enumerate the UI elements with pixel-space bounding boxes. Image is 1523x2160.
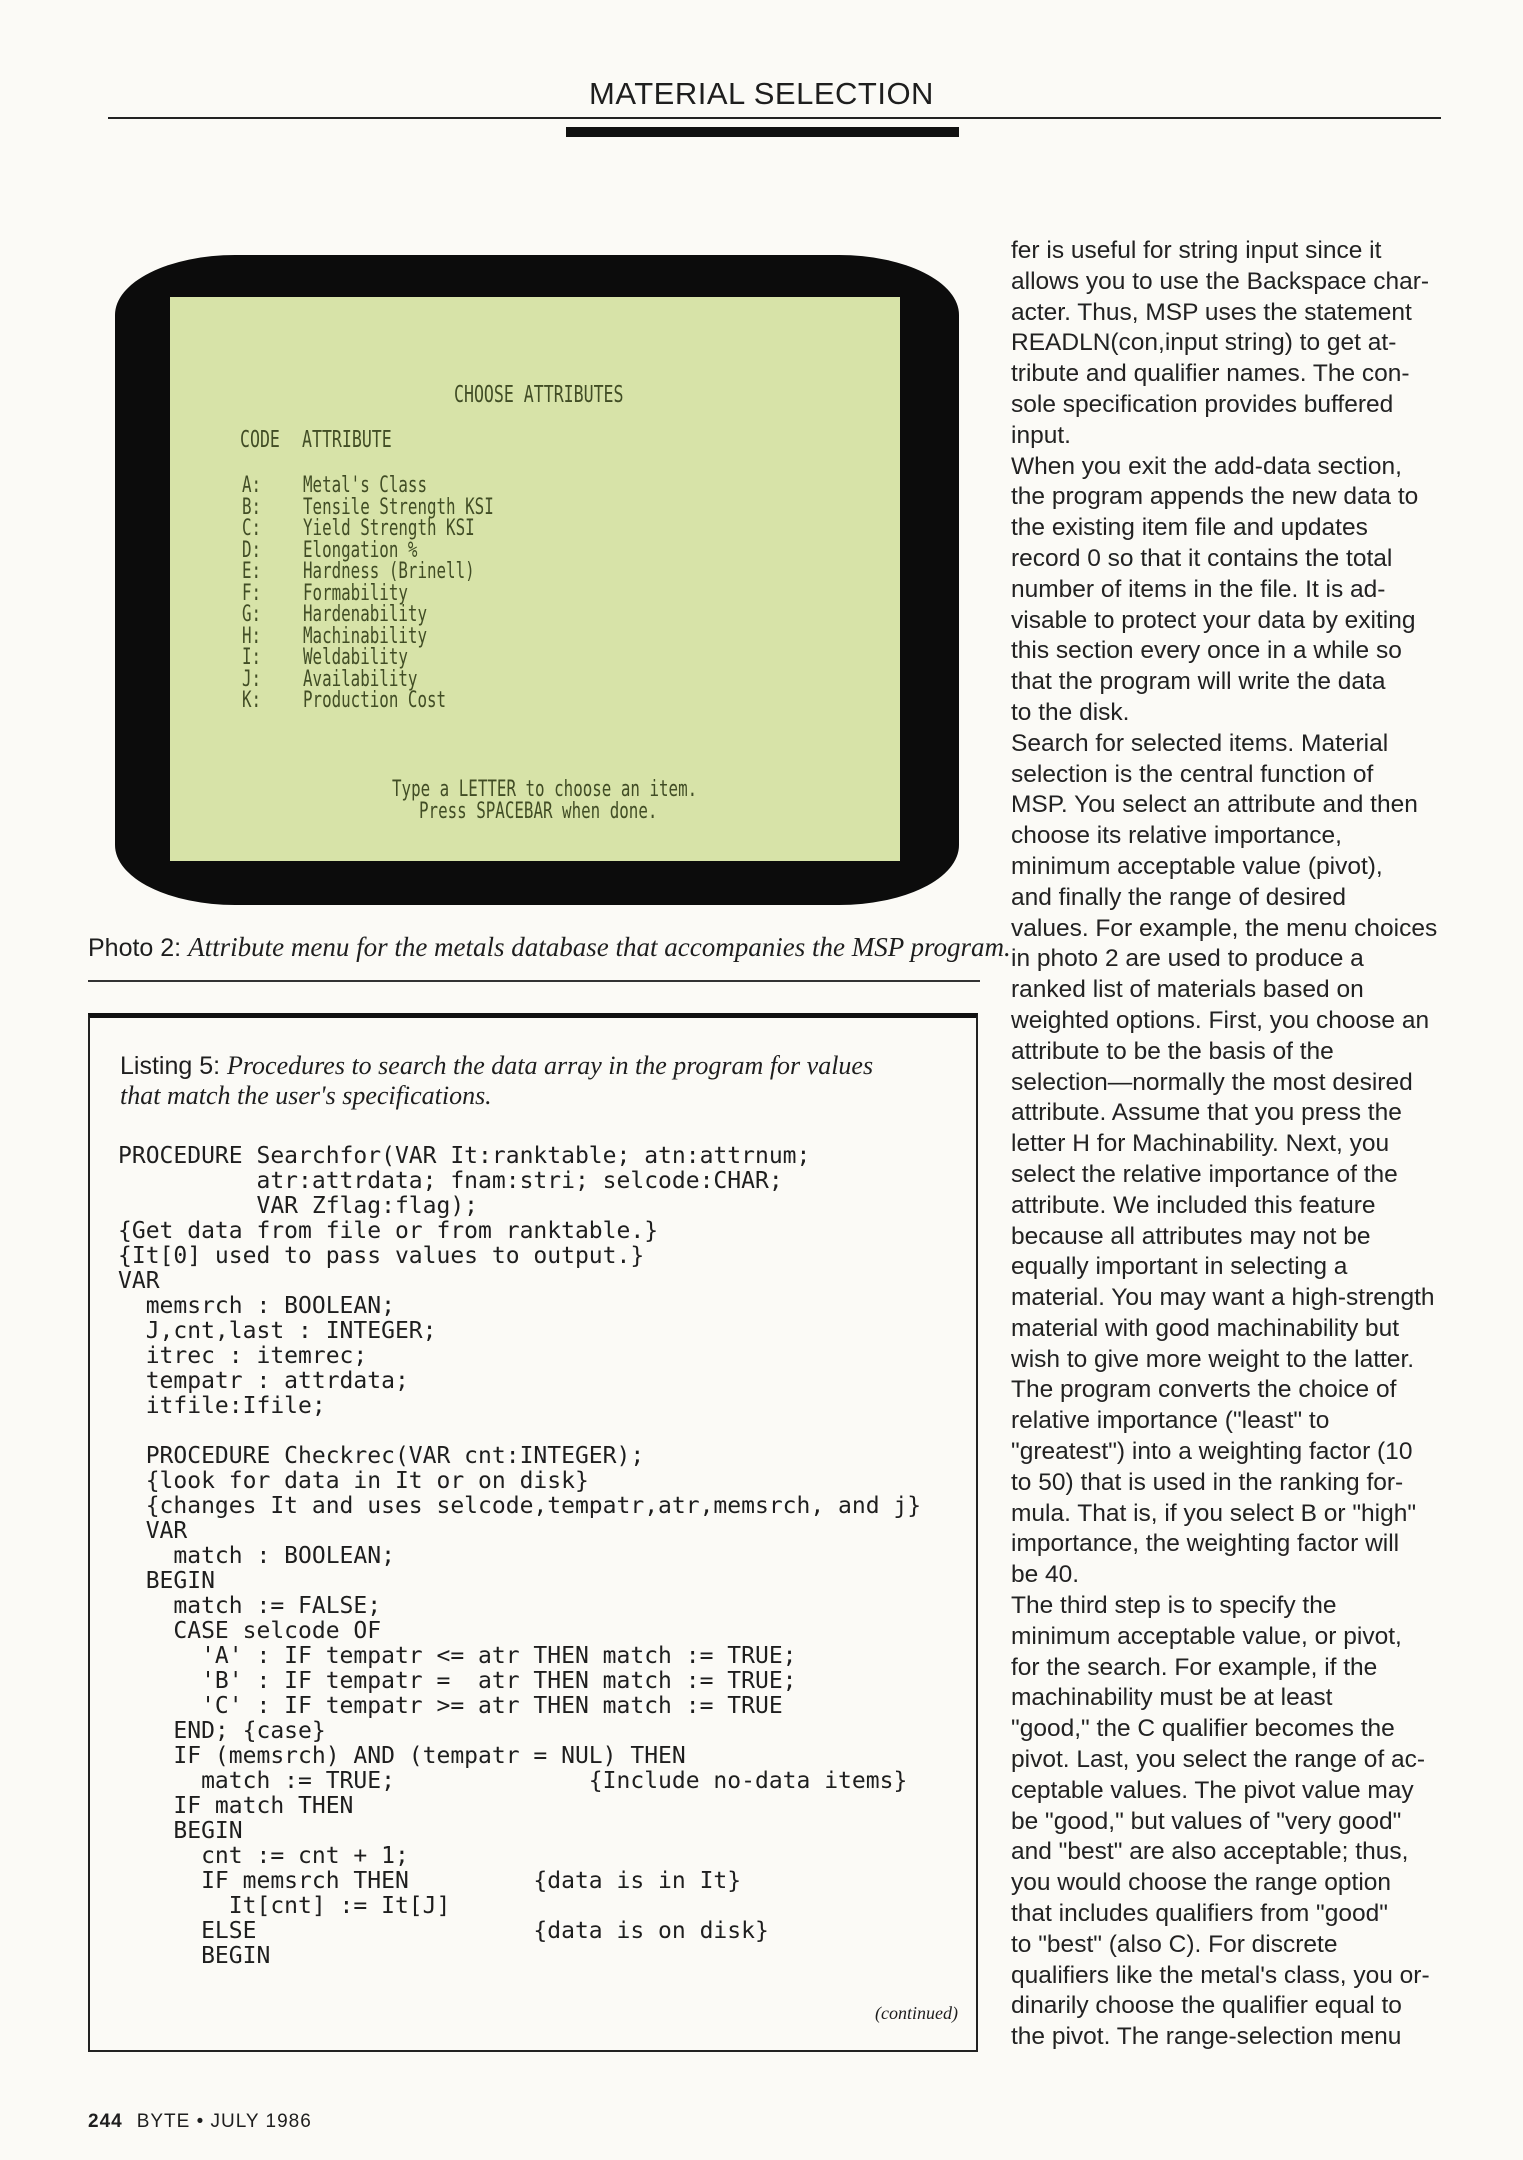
- text-line: ceptable values. The pivot value may: [1011, 1776, 1414, 1804]
- code-line: atr:attrdata; fnam:stri; selcode:CHAR;: [118, 1168, 783, 1194]
- text-line: relative importance ("least" to: [1011, 1407, 1330, 1435]
- text-line: attribute. Assume that you press the: [1011, 1099, 1402, 1127]
- code-line: {look for data in It or on disk}: [118, 1468, 589, 1494]
- text-line: pivot. Last, you select the range of ac-: [1011, 1746, 1426, 1774]
- screen-item-code: D:: [242, 537, 262, 563]
- code-line: match := TRUE; {Include no-data items}: [118, 1768, 908, 1794]
- screen-item-name: Formability: [303, 580, 408, 606]
- code-line: IF memsrch THEN {data is in It}: [118, 1868, 742, 1894]
- text-line: values. For example, the menu choices: [1011, 914, 1438, 942]
- code-line: 'B' : IF tempatr = atr THEN match := TRUE;: [118, 1668, 797, 1694]
- listing-caption-text: Procedures to search the data array in the program for values that match the user's specifications.: [120, 1051, 874, 1110]
- code-line: tempatr : attrdata;: [118, 1368, 409, 1394]
- text-line: selection is the central function of: [1011, 760, 1374, 788]
- text-line: weighted options. First, you choose an: [1011, 1006, 1430, 1034]
- text-line: attribute to be the basis of the: [1011, 1037, 1334, 1065]
- code-line: {Get data from file or from ranktable.}: [118, 1218, 659, 1244]
- text-line: dinarily choose the qualifier equal to: [1011, 1992, 1402, 2020]
- text-line: mula. That is, if you select B or "high": [1011, 1499, 1417, 1527]
- article-column: [1011, 236, 1445, 2053]
- code-line: PROCEDURE Checkrec(VAR cnt:INTEGER);: [118, 1443, 645, 1469]
- text-line: equally important in selecting a: [1011, 1253, 1348, 1281]
- text-line: to 50) that is used in the ranking for-: [1011, 1468, 1404, 1496]
- text-line: to "best" (also C). For discrete: [1011, 1930, 1338, 1958]
- text-line: and "best" are also acceptable; thus,: [1011, 1838, 1409, 1866]
- text-line: attribute. We included this feature: [1011, 1191, 1376, 1219]
- crt-screen: [170, 297, 900, 861]
- screen-code-list: [242, 475, 261, 712]
- text-line: READLN(con,input string) to get at-: [1011, 329, 1397, 357]
- screen-item-code: B:: [242, 494, 262, 520]
- text-line: minimum acceptable value (pivot),: [1011, 852, 1383, 880]
- text-line: to the disk.: [1011, 698, 1130, 726]
- screen-item-name: Yield Strength KSI: [303, 516, 475, 541]
- code-line: IF (memsrch) AND (tempatr = NUL) THEN: [118, 1743, 686, 1769]
- text-line: for the search. For example, if the: [1011, 1653, 1378, 1681]
- text-line: The third step is to specify the: [1011, 1592, 1337, 1620]
- screen-attribute-list: [303, 475, 494, 712]
- photo-caption-text: Attribute menu for the metals database that accompanies the MSP program.: [188, 932, 1011, 962]
- code-line: memsrch : BOOLEAN;: [118, 1293, 395, 1319]
- code-line: [118, 1419, 921, 1444]
- code-line: END; {case}: [118, 1718, 326, 1744]
- code-line: VAR: [118, 1268, 160, 1294]
- text-line: The program converts the choice of: [1011, 1376, 1397, 1404]
- screen-item-name: Elongation %: [303, 537, 418, 563]
- code-line: It[cnt] := It[J]: [118, 1893, 451, 1919]
- screen-item-code: K:: [242, 688, 262, 713]
- screen-item-name: Hardenability: [303, 602, 427, 627]
- screen-attribute-header: ATTRIBUTE: [302, 427, 392, 453]
- screen-item-code: E:: [242, 559, 262, 584]
- code-line: PROCEDURE Searchfor(VAR It:ranktable; atn:attrnum;: [118, 1143, 811, 1169]
- text-line: letter H for Machinability. Next, you: [1011, 1130, 1390, 1158]
- text-line: Search for selected items. Material: [1011, 729, 1389, 757]
- text-line: importance, the weighting factor will: [1011, 1530, 1400, 1558]
- code-line: itrec : itemrec;: [118, 1343, 368, 1369]
- code-line: BEGIN: [118, 1568, 215, 1594]
- text-line: in photo 2 are used to produce a: [1011, 945, 1364, 973]
- text-line: machinability must be at least: [1011, 1684, 1333, 1712]
- photo-caption: [88, 932, 1011, 963]
- text-line: sole specification provides buffered: [1011, 390, 1394, 418]
- photo-rule: [88, 980, 980, 982]
- code-line: CASE selcode OF: [118, 1618, 382, 1644]
- text-line: When you exit the add-data section,: [1011, 452, 1402, 480]
- code-line: 'A' : IF tempatr <= atr THEN match := TRUE;: [118, 1643, 797, 1669]
- screen-title: CHOOSE ATTRIBUTES: [454, 382, 624, 408]
- text-line: be "good," but values of "very good": [1011, 1807, 1402, 1835]
- text-line: tribute and qualifier names. The con-: [1011, 360, 1410, 388]
- code-line: BEGIN: [118, 1818, 243, 1844]
- screen-item-name: Tensile Strength KSI: [303, 494, 494, 520]
- screen-item-code: I:: [242, 645, 262, 670]
- screen-item-code: F:: [242, 580, 262, 606]
- listing-label: Listing 5:: [120, 1052, 221, 1080]
- section-title: MATERIAL SELECTION: [589, 76, 934, 111]
- screen-item-name: Weldability: [303, 645, 408, 670]
- screen-item-name: Production Cost: [303, 688, 447, 713]
- text-line: "good," the C qualifier becomes the: [1011, 1715, 1395, 1743]
- text-line: "greatest") into a weighting factor (10: [1011, 1438, 1413, 1466]
- code-listing: [118, 1144, 921, 1969]
- screen-item-name: Machinability: [303, 623, 427, 649]
- text-line: the existing item file and updates: [1011, 514, 1368, 542]
- text-line: the pivot. The range-selection menu: [1011, 2023, 1402, 2051]
- listing-caption: [120, 1051, 920, 1111]
- code-line: {changes It and uses selcode,tempatr,atr,memsrch, and j}: [118, 1493, 922, 1519]
- text-line: number of items in the file. It is ad-: [1011, 575, 1386, 603]
- text-line: that includes qualifiers from "good": [1011, 1900, 1388, 1928]
- text-line: wish to give more weight to the latter.: [1011, 1345, 1415, 1373]
- header-rule: [108, 117, 1441, 119]
- page-footer: [88, 2111, 312, 2133]
- text-line: and finally the range of desired: [1011, 883, 1347, 911]
- text-line: qualifiers like the metal's class, you or-: [1011, 1961, 1430, 1989]
- code-line: ELSE {data is on disk}: [118, 1918, 769, 1944]
- text-line: the program appends the new data to: [1011, 483, 1419, 511]
- screen-prompt-done: Press SPACEBAR when done.: [419, 799, 658, 824]
- code-line: VAR: [118, 1518, 188, 1544]
- text-line: visable to protect your data by exiting: [1011, 606, 1416, 634]
- text-line: input.: [1011, 421, 1071, 449]
- text-line: be 40.: [1011, 1561, 1080, 1589]
- screen-item-code: C:: [242, 516, 262, 541]
- code-line: BEGIN: [118, 1943, 271, 1969]
- text-line: acter. Thus, MSP uses the statement: [1011, 298, 1412, 326]
- text-line: select the relative importance of the: [1011, 1160, 1398, 1188]
- text-line: record 0 so that it contains the total: [1011, 544, 1393, 572]
- magazine-issue: BYTE • JULY 1986: [136, 2111, 312, 2132]
- code-line: VAR Zflag:flag);: [118, 1193, 479, 1219]
- text-line: minimum acceptable value, or pivot,: [1011, 1622, 1402, 1650]
- screen-item-code: J:: [242, 666, 262, 692]
- code-line: itfile:Ifile;: [118, 1393, 326, 1419]
- text-line: you would choose the range option: [1011, 1869, 1392, 1897]
- screen-item-name: Availability: [303, 666, 418, 692]
- text-line: fer is useful for string input since it: [1011, 237, 1382, 264]
- code-line: match : BOOLEAN;: [118, 1543, 395, 1569]
- code-line: {It[0] used to pass values to output.}: [118, 1243, 645, 1269]
- text-line: selection—normally the most desired: [1011, 1068, 1413, 1096]
- text-line: material with good machinability but: [1011, 1314, 1400, 1342]
- code-line: 'C' : IF tempatr >= atr THEN match := TRUE: [118, 1693, 783, 1719]
- text-line: allows you to use the Backspace char-: [1011, 267, 1430, 295]
- screen-code-header: CODE: [240, 427, 280, 453]
- code-line: match := FALSE;: [118, 1593, 382, 1619]
- screen-item-name: Hardness (Brinell): [303, 559, 475, 584]
- text-line: MSP. You select an attribute and then: [1011, 791, 1418, 819]
- code-line: cnt := cnt + 1;: [118, 1843, 409, 1869]
- screen-prompt-choose: Type a LETTER to choose an item.: [392, 777, 698, 802]
- text-line: choose its relative importance,: [1011, 822, 1342, 850]
- screen-item-code: G:: [242, 602, 262, 627]
- text-line: that the program will write the data: [1011, 668, 1386, 696]
- screen-item-name: Metal's Class: [303, 473, 427, 498]
- continued-note: (continued): [875, 2003, 958, 2023]
- listing-box: [88, 1013, 978, 2052]
- code-line: J,cnt,last : INTEGER;: [118, 1318, 437, 1344]
- text-line: because all attributes may not be: [1011, 1222, 1371, 1250]
- page-number: 244: [88, 2111, 123, 2132]
- code-line: IF match THEN: [118, 1793, 354, 1819]
- screen-item-code: A:: [242, 473, 262, 498]
- screen-item-code: H:: [242, 623, 262, 649]
- header-bar: [566, 127, 959, 137]
- text-line: ranked list of materials based on: [1011, 976, 1364, 1004]
- photo-caption-label: Photo 2:: [88, 934, 182, 962]
- text-line: material. You may want a high-strength: [1011, 1284, 1435, 1312]
- text-line: this section every once in a while so: [1011, 637, 1402, 665]
